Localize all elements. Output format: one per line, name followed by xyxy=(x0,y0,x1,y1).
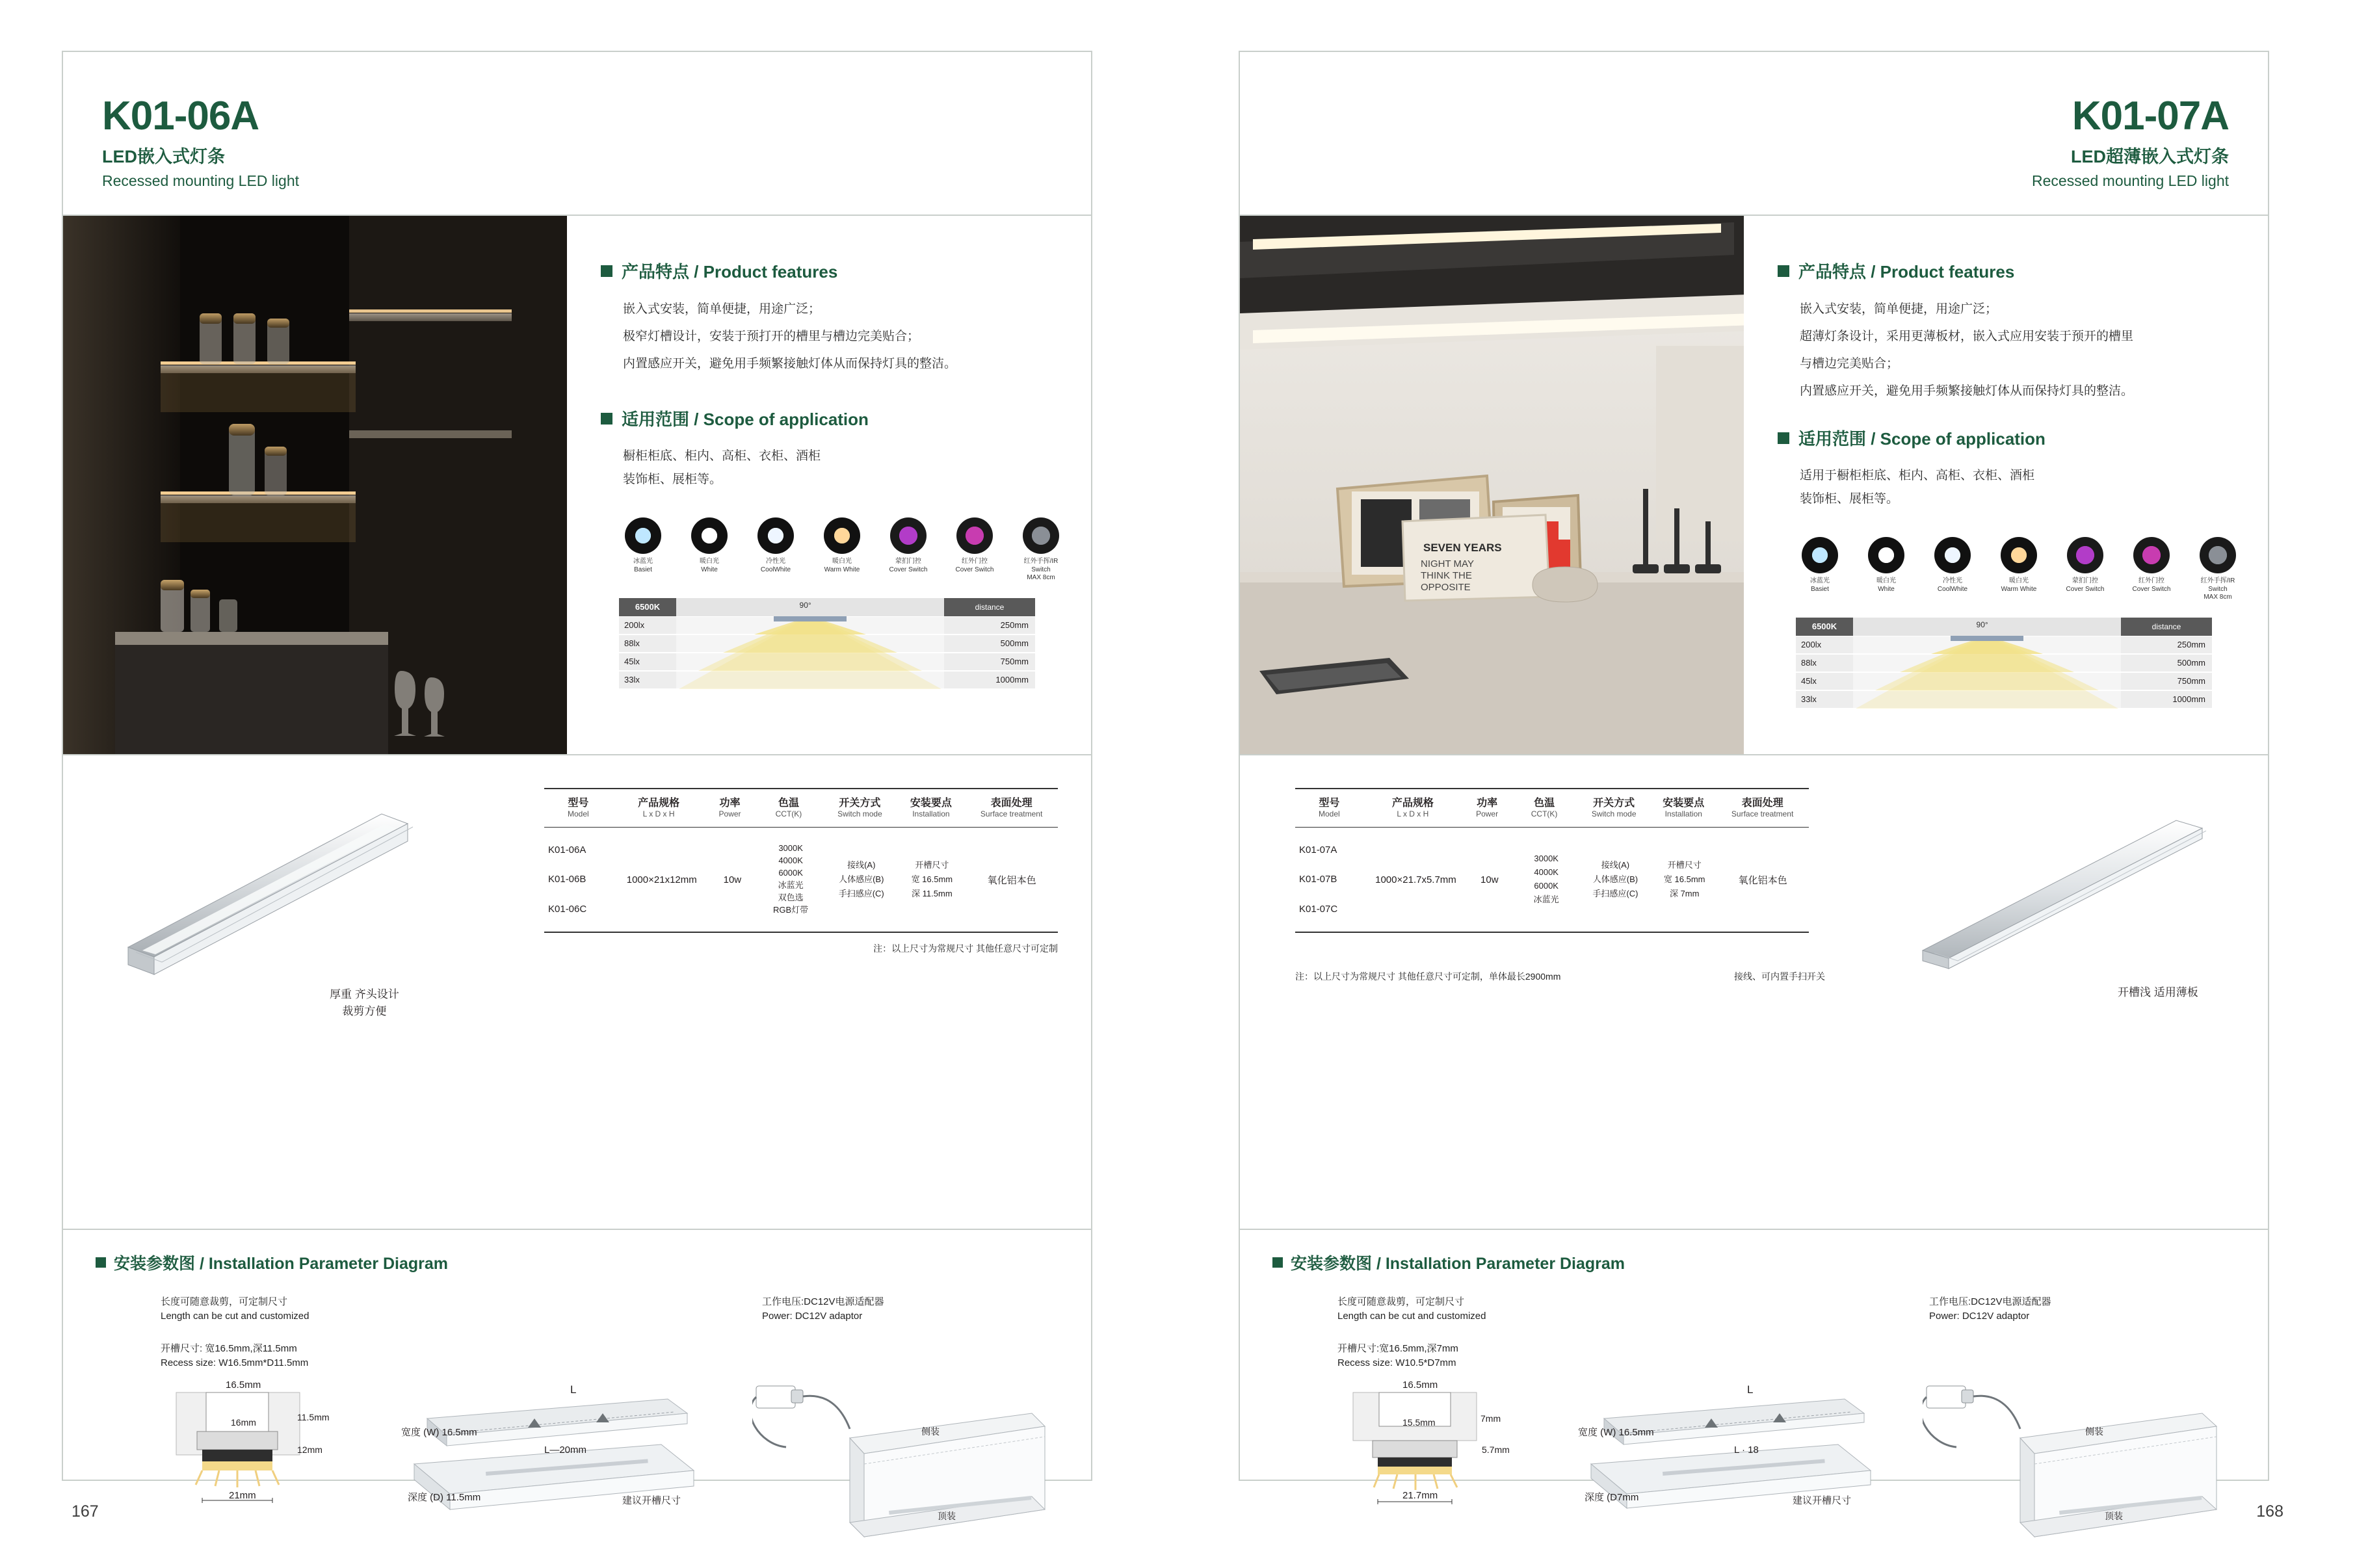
switch-icon xyxy=(890,517,927,554)
scope-heading-text: 适用范围 / Scope of application xyxy=(622,410,869,429)
product-caption-left xyxy=(330,986,399,1019)
th-size: 产品规格 L x D x H xyxy=(1391,798,1434,818)
color-temp-icon xyxy=(1802,537,1838,573)
spec-icon-item xyxy=(1796,537,1844,602)
lux-distance: 750mm xyxy=(2121,673,2212,690)
depth-label-left: 深度 (D) 11.5mm xyxy=(408,1492,481,1503)
table-note: 注：以上尺寸为常规尺寸 其他任意尺寸可定制，单体最长2900mm xyxy=(1295,971,1561,982)
th-switch: 开关方式 Switch mode xyxy=(837,798,882,818)
bullet-square-icon xyxy=(1778,265,1789,277)
install-heading xyxy=(96,1251,1091,1274)
beam-angle-label: 90° xyxy=(1976,620,1988,629)
td-cct xyxy=(757,828,824,932)
product-title-cn: LED嵌入式灯条 xyxy=(102,147,225,166)
page-header-right xyxy=(1240,52,2268,216)
lux-value: 33lx xyxy=(1796,691,1853,708)
switch-icon xyxy=(1023,517,1059,554)
length-note-cn: 长度可随意裁剪，可定制尺寸 xyxy=(161,1296,288,1307)
spec-icon-item xyxy=(2061,537,2109,602)
cct-badge: 6500K xyxy=(619,598,676,616)
length-sub-left: L—20mm xyxy=(544,1444,587,1456)
table-note: 注：以上尺寸为常规尺寸 其他任意尺寸可定制 xyxy=(873,943,1058,954)
spec-icon-item xyxy=(1017,517,1065,582)
lux-distance: 250mm xyxy=(2121,636,2212,653)
beam-angle-strip xyxy=(676,598,944,616)
icon-row-left xyxy=(619,517,1065,582)
icon-caption: 暖白光 White xyxy=(1876,577,1896,593)
cct-value: RGB灯带 xyxy=(773,904,809,915)
install-section-left xyxy=(63,1230,1091,1568)
install-value: 宽 16.5mm xyxy=(1663,874,1705,884)
switch-icon xyxy=(2067,537,2103,573)
features-list xyxy=(623,297,1065,376)
lux-diagram-left xyxy=(619,598,1035,689)
beam-angle-label: 90° xyxy=(799,600,811,610)
icon-caption: 红外手挥/IR Switch MAX 8cm xyxy=(1023,558,1059,582)
install-value: 开槽尺寸 xyxy=(1667,859,1702,870)
recess-note-cn: 开槽尺寸: 宽16.5mm,深11.5mm xyxy=(161,1343,297,1354)
beam-cone-graphic xyxy=(1853,636,2121,709)
icon-caption: 冰蓝光 Basiet xyxy=(1810,577,1830,593)
feature-item: 内置感应开关，避免用手频繁接触灯体从而保持灯具的整洁。 xyxy=(1800,384,2134,398)
dim-inner-left: 16mm xyxy=(231,1417,256,1428)
recess-note-left xyxy=(161,1342,308,1370)
spec-section-left xyxy=(63,755,1091,1230)
switch-value: 接线(A) xyxy=(847,859,876,870)
beam-angle-strip xyxy=(1853,618,2121,636)
power-note-cn: 工作电压:DC12V电源适配器 xyxy=(762,1296,884,1307)
table-header-row xyxy=(1295,788,1809,828)
lux-rows xyxy=(619,616,1035,689)
spec-icon-item xyxy=(951,517,999,582)
spec-icon-item xyxy=(2127,537,2176,602)
product-title-cn: LED超薄嵌入式灯条 xyxy=(2071,147,2229,166)
lux-distance: 500mm xyxy=(944,635,1035,652)
lux-value: 88lx xyxy=(1796,655,1853,672)
model-value: K01-07A xyxy=(1299,844,1337,856)
icon-caption: 冷性光 CoolWhite xyxy=(760,558,791,573)
feature-item: 与槽边完美贴合； xyxy=(1800,357,1899,371)
length-note-left xyxy=(161,1295,309,1324)
color-temp-icon xyxy=(2001,537,2037,573)
product-photo-right xyxy=(1240,216,1744,754)
install-value: 深 7mm xyxy=(1669,889,1700,899)
install-section-right xyxy=(1240,1230,2268,1568)
install-heading-text: 安装参数图 / Installation Parameter Diagram xyxy=(1291,1255,1625,1273)
lux-distance: 250mm xyxy=(944,617,1035,634)
table-note-2: 接线、可内置手扫开关 xyxy=(1734,971,1825,982)
td-size: 1000×21.7x5.7mm xyxy=(1375,874,1456,885)
spec-section-right xyxy=(1240,755,2268,1230)
side-mount-label-left: 侧装 xyxy=(921,1426,940,1437)
scope-item: 装饰柜、展柜等。 xyxy=(1800,492,1899,506)
td-surface: 氧化铝本色 xyxy=(1738,874,1787,886)
install-heading-text: 安装参数图 / Installation Parameter Diagram xyxy=(114,1255,449,1273)
cct-value: 6000K xyxy=(1534,881,1559,891)
install-value: 宽 16.5mm xyxy=(911,874,953,884)
feature-item: 极窄灯槽设计，安装于预打开的槽里与槽边完美贴合； xyxy=(623,330,920,343)
product-code: K01-06A xyxy=(102,94,259,138)
spec-icon-item xyxy=(1862,537,1910,602)
svg-text:THINK THE: THINK THE xyxy=(1421,570,1472,581)
cct-value: 6000K xyxy=(778,868,803,878)
features-heading xyxy=(1778,259,2242,283)
cct-value: 3000K xyxy=(1534,854,1559,864)
icon-caption: 暖白光 Warm White xyxy=(824,558,860,573)
svg-text:OPPOSITE: OPPOSITE xyxy=(1421,582,1471,593)
td-size: 1000×21x12mm xyxy=(626,874,697,885)
th-model: 型号 Model xyxy=(1319,798,1340,818)
width-label-left: 宽度 (W) 16.5mm xyxy=(401,1427,477,1438)
recess-note-en: Recess size: W16.5mm*D11.5mm xyxy=(161,1357,309,1368)
length-note-en: Length can be cut and customized xyxy=(1337,1310,1486,1322)
power-note-en: Power: DC12V adaptor xyxy=(1929,1310,2030,1322)
feature-section-left xyxy=(63,216,1091,755)
td-surface: 氧化铝本色 xyxy=(987,874,1036,886)
power-note-left xyxy=(762,1295,884,1324)
dim-right2-left: 12mm xyxy=(297,1444,322,1455)
spec-icon-item xyxy=(1995,537,2043,602)
dim-top-right: 16.5mm xyxy=(1402,1379,1438,1391)
feature-section-right xyxy=(1240,216,2268,755)
feature-column-left xyxy=(567,216,1091,754)
cct-value: 冰蓝光 xyxy=(1533,894,1559,904)
dim-inner-right: 15.5mm xyxy=(1402,1417,1436,1428)
td-switch xyxy=(1579,828,1652,932)
spec-icon-item xyxy=(2194,537,2242,602)
features-list xyxy=(1800,297,2242,404)
cct-value: 冰蓝光 xyxy=(778,880,804,890)
install-value: 深 11.5mm xyxy=(912,889,953,899)
spec-icon-item xyxy=(884,517,932,582)
scope-heading xyxy=(601,406,1065,430)
bullet-square-icon xyxy=(96,1257,106,1268)
scope-heading-text: 适用范围 / Scope of application xyxy=(1798,429,2046,449)
adaptor-diagram-right xyxy=(1923,1366,2228,1555)
td-power: 10w xyxy=(723,874,742,885)
cct-value: 双色选 xyxy=(778,892,804,902)
td-cct xyxy=(1514,828,1579,932)
page-header-left xyxy=(63,52,1091,216)
features-heading xyxy=(601,259,1065,283)
lux-value: 88lx xyxy=(619,635,676,652)
page-right xyxy=(1239,51,2269,1521)
product-title-en: Recessed mounting LED light xyxy=(2032,172,2229,189)
lux-value: 200lx xyxy=(619,617,676,634)
model-value: K01-07B xyxy=(1299,874,1337,885)
depth-label-right: 深度 (D7mm xyxy=(1585,1492,1639,1503)
model-value: K01-06C xyxy=(548,903,587,915)
length-sub-right: L · 18 xyxy=(1734,1444,1759,1456)
lux-distance: 1000mm xyxy=(2121,691,2212,708)
cross-section-diagram-right xyxy=(1344,1386,1533,1548)
model-value: K01-06A xyxy=(548,844,586,856)
td-install xyxy=(898,828,966,932)
power-note-en: Power: DC12V adaptor xyxy=(762,1310,863,1322)
feature-item: 嵌入式安装，简单便捷，用途广泛； xyxy=(623,302,821,316)
bullet-square-icon xyxy=(601,413,612,425)
scope-list xyxy=(1800,464,2242,511)
icon-caption: 红外门控 Cover Switch xyxy=(2132,577,2171,593)
th-model: 型号 Model xyxy=(568,798,589,818)
install-value: 开槽尺寸 xyxy=(915,859,949,870)
th-cct: 色温 CCT(K) xyxy=(775,798,802,818)
table-body-row xyxy=(544,828,1058,933)
dim-top-left: 16.5mm xyxy=(226,1379,261,1391)
lux-distance: 750mm xyxy=(944,653,1035,670)
cct-value: 4000K xyxy=(1534,867,1559,878)
dim-right1-left: 11.5mm xyxy=(297,1412,330,1422)
switch-value: 手扫感应(C) xyxy=(1592,889,1638,899)
icon-caption: 红外手挥/IR Switch MAX 8cm xyxy=(2200,577,2235,601)
dim-bottom-left: 21mm xyxy=(229,1490,256,1501)
th-power: 功率 Power xyxy=(1476,798,1499,818)
lux-rows xyxy=(1796,636,2212,709)
color-temp-icon xyxy=(625,517,661,554)
lux-header xyxy=(1796,618,2212,636)
length-note-right xyxy=(1337,1295,1486,1324)
dim-bottom-right: 21.7mm xyxy=(1402,1490,1438,1501)
th-size: 产品规格 L x D x H xyxy=(638,798,680,818)
icon-caption: 暖白光 White xyxy=(700,558,719,573)
switch-value: 人体感应(B) xyxy=(839,874,884,884)
features-heading-text: 产品特点 / Product features xyxy=(1798,262,2015,281)
cct-value: 3000K xyxy=(778,843,803,854)
product-render-left xyxy=(102,794,440,983)
spec-table-right xyxy=(1295,788,1809,933)
color-temp-icon xyxy=(824,517,860,554)
lux-value: 200lx xyxy=(1796,636,1853,653)
icon-row-right xyxy=(1796,537,2242,602)
th-install: 安装要点 Installation xyxy=(1663,798,1705,818)
top-mount-label-right: 顶装 xyxy=(2105,1511,2123,1521)
dim-right1-right: 7mm xyxy=(1480,1413,1501,1424)
recess-note-cn: 开槽尺寸:宽16.5mm,深7mm xyxy=(1337,1343,1458,1354)
cct-badge: 6500K xyxy=(1796,618,1853,636)
scope-item: 适用于橱柜柜底、柜内、高柜、衣柜、酒柜 xyxy=(1800,469,2035,482)
td-models xyxy=(1295,828,1367,932)
spec-icon-item xyxy=(1928,537,1977,602)
cross-section-diagram-left xyxy=(167,1386,356,1548)
product-render-right xyxy=(1897,794,2235,983)
svg-text:NIGHT MAY: NIGHT MAY xyxy=(1421,558,1474,569)
lux-distance: 1000mm xyxy=(944,672,1035,688)
bullet-square-icon xyxy=(601,265,612,277)
recess-note-en: Recess size: W10.5*D7mm xyxy=(1337,1357,1456,1368)
td-install xyxy=(1652,828,1717,932)
bullet-square-icon xyxy=(1778,432,1789,444)
length-label-right: L xyxy=(1747,1383,1754,1396)
td-models xyxy=(544,828,616,932)
spec-icon-item xyxy=(752,517,800,582)
th-cct: 色温 CCT(K) xyxy=(1531,798,1558,818)
th-power: 功率 Power xyxy=(718,798,741,818)
install-heading xyxy=(1272,1251,2268,1274)
length-note-cn: 长度可随意裁剪，可定制尺寸 xyxy=(1337,1296,1465,1307)
cct-value: 4000K xyxy=(778,856,803,866)
switch-value: 接线(A) xyxy=(1601,859,1630,870)
length-label-left: L xyxy=(570,1383,577,1396)
model-value: K01-06B xyxy=(548,874,586,885)
length-note-en: Length can be cut and customized xyxy=(161,1310,309,1322)
icon-caption: 蒙扪门控 Cover Switch xyxy=(2066,577,2105,593)
spec-icon-item xyxy=(685,517,733,582)
feature-item: 超薄灯条设计，采用更薄板材，嵌入式应用安装于预开的槽里 xyxy=(1800,330,2134,343)
icon-caption: 蒙扪门控 Cover Switch xyxy=(889,558,928,573)
th-surface: 表面处理 Surface treatment xyxy=(980,798,1043,818)
color-temp-icon xyxy=(691,517,728,554)
suggest-label-left: 建议开槽尺寸 xyxy=(622,1495,681,1506)
spec-icon-item xyxy=(818,517,866,582)
top-mount-label-left: 顶装 xyxy=(938,1511,956,1521)
features-heading-text: 产品特点 / Product features xyxy=(622,262,838,281)
svg-text:SEVEN YEARS: SEVEN YEARS xyxy=(1423,542,1502,554)
color-temp-icon xyxy=(1868,537,1904,573)
model-value: K01-07C xyxy=(1299,903,1338,915)
switch-value: 人体感应(B) xyxy=(1592,874,1638,884)
adaptor-diagram-left xyxy=(752,1366,1051,1555)
power-note-cn: 工作电压:DC12V电源适配器 xyxy=(1929,1296,2051,1307)
th-switch: 开关方式 Switch mode xyxy=(1591,798,1637,818)
distance-badge: distance xyxy=(2121,618,2212,636)
product-caption-right: 开槽浅 适用薄板 xyxy=(2118,986,2198,999)
page-number-right: 168 xyxy=(2256,1502,2283,1521)
icon-caption: 暖白光 Warm White xyxy=(2001,577,2037,593)
color-temp-icon xyxy=(757,517,794,554)
scope-list xyxy=(623,445,1065,491)
recess-note-right xyxy=(1337,1342,1458,1370)
lux-value: 45lx xyxy=(619,653,676,670)
spec-icon-item xyxy=(619,517,667,582)
th-surface: 表面处理 Surface treatment xyxy=(1731,798,1794,818)
td-power: 10w xyxy=(1480,874,1499,885)
suggest-label-right: 建议开槽尺寸 xyxy=(1793,1495,1852,1506)
feature-column-right xyxy=(1744,216,2268,754)
beam-cone-graphic xyxy=(676,616,944,689)
product-title-en: Recessed mounting LED light xyxy=(102,172,299,189)
icon-caption: 冷性光 CoolWhite xyxy=(1937,577,1968,593)
switch-icon xyxy=(2200,537,2236,573)
lux-value: 33lx xyxy=(619,672,676,688)
side-mount-label-right: 侧装 xyxy=(2085,1426,2103,1437)
table-body-row xyxy=(1295,828,1809,933)
dim-right2-right: 5.7mm xyxy=(1482,1444,1510,1455)
caption-line: 厚重 齐头设计 xyxy=(330,988,399,1000)
width-label-right: 宽度 (W) 16.5mm xyxy=(1578,1427,1654,1438)
feature-item: 内置感应开关，避免用手频繁接触灯体从而保持灯具的整洁。 xyxy=(623,357,957,371)
td-switch xyxy=(824,828,898,932)
product-photo-left xyxy=(63,216,567,754)
table-header-row xyxy=(544,788,1058,828)
scope-heading xyxy=(1778,426,2242,450)
lux-value: 45lx xyxy=(1796,673,1853,690)
page-number-left: 167 xyxy=(72,1502,99,1521)
scope-item: 橱柜柜底、柜内、高柜、衣柜、酒柜 xyxy=(623,449,821,463)
switch-icon xyxy=(2133,537,2170,573)
spec-table-left xyxy=(544,788,1058,955)
switch-value: 手扫感应(C) xyxy=(838,889,884,899)
icon-caption: 冰蓝光 Basiet xyxy=(633,558,653,573)
scope-item: 装饰柜、展柜等。 xyxy=(623,473,722,487)
caption-line: 裁剪方便 xyxy=(342,1004,387,1017)
lux-distance: 500mm xyxy=(2121,655,2212,672)
distance-badge: distance xyxy=(944,598,1035,616)
icon-caption: 红外门控 Cover Switch xyxy=(955,558,994,573)
switch-icon xyxy=(956,517,993,554)
lux-diagram-right xyxy=(1796,618,2212,709)
color-temp-icon xyxy=(1934,537,1971,573)
th-install: 安装要点 Installation xyxy=(910,798,952,818)
bullet-square-icon xyxy=(1272,1257,1283,1268)
feature-item: 嵌入式安装，简单便捷，用途广泛； xyxy=(1800,302,1998,316)
product-code: K01-07A xyxy=(2072,94,2229,138)
power-note-right xyxy=(1929,1295,2051,1324)
lux-header xyxy=(619,598,1035,616)
